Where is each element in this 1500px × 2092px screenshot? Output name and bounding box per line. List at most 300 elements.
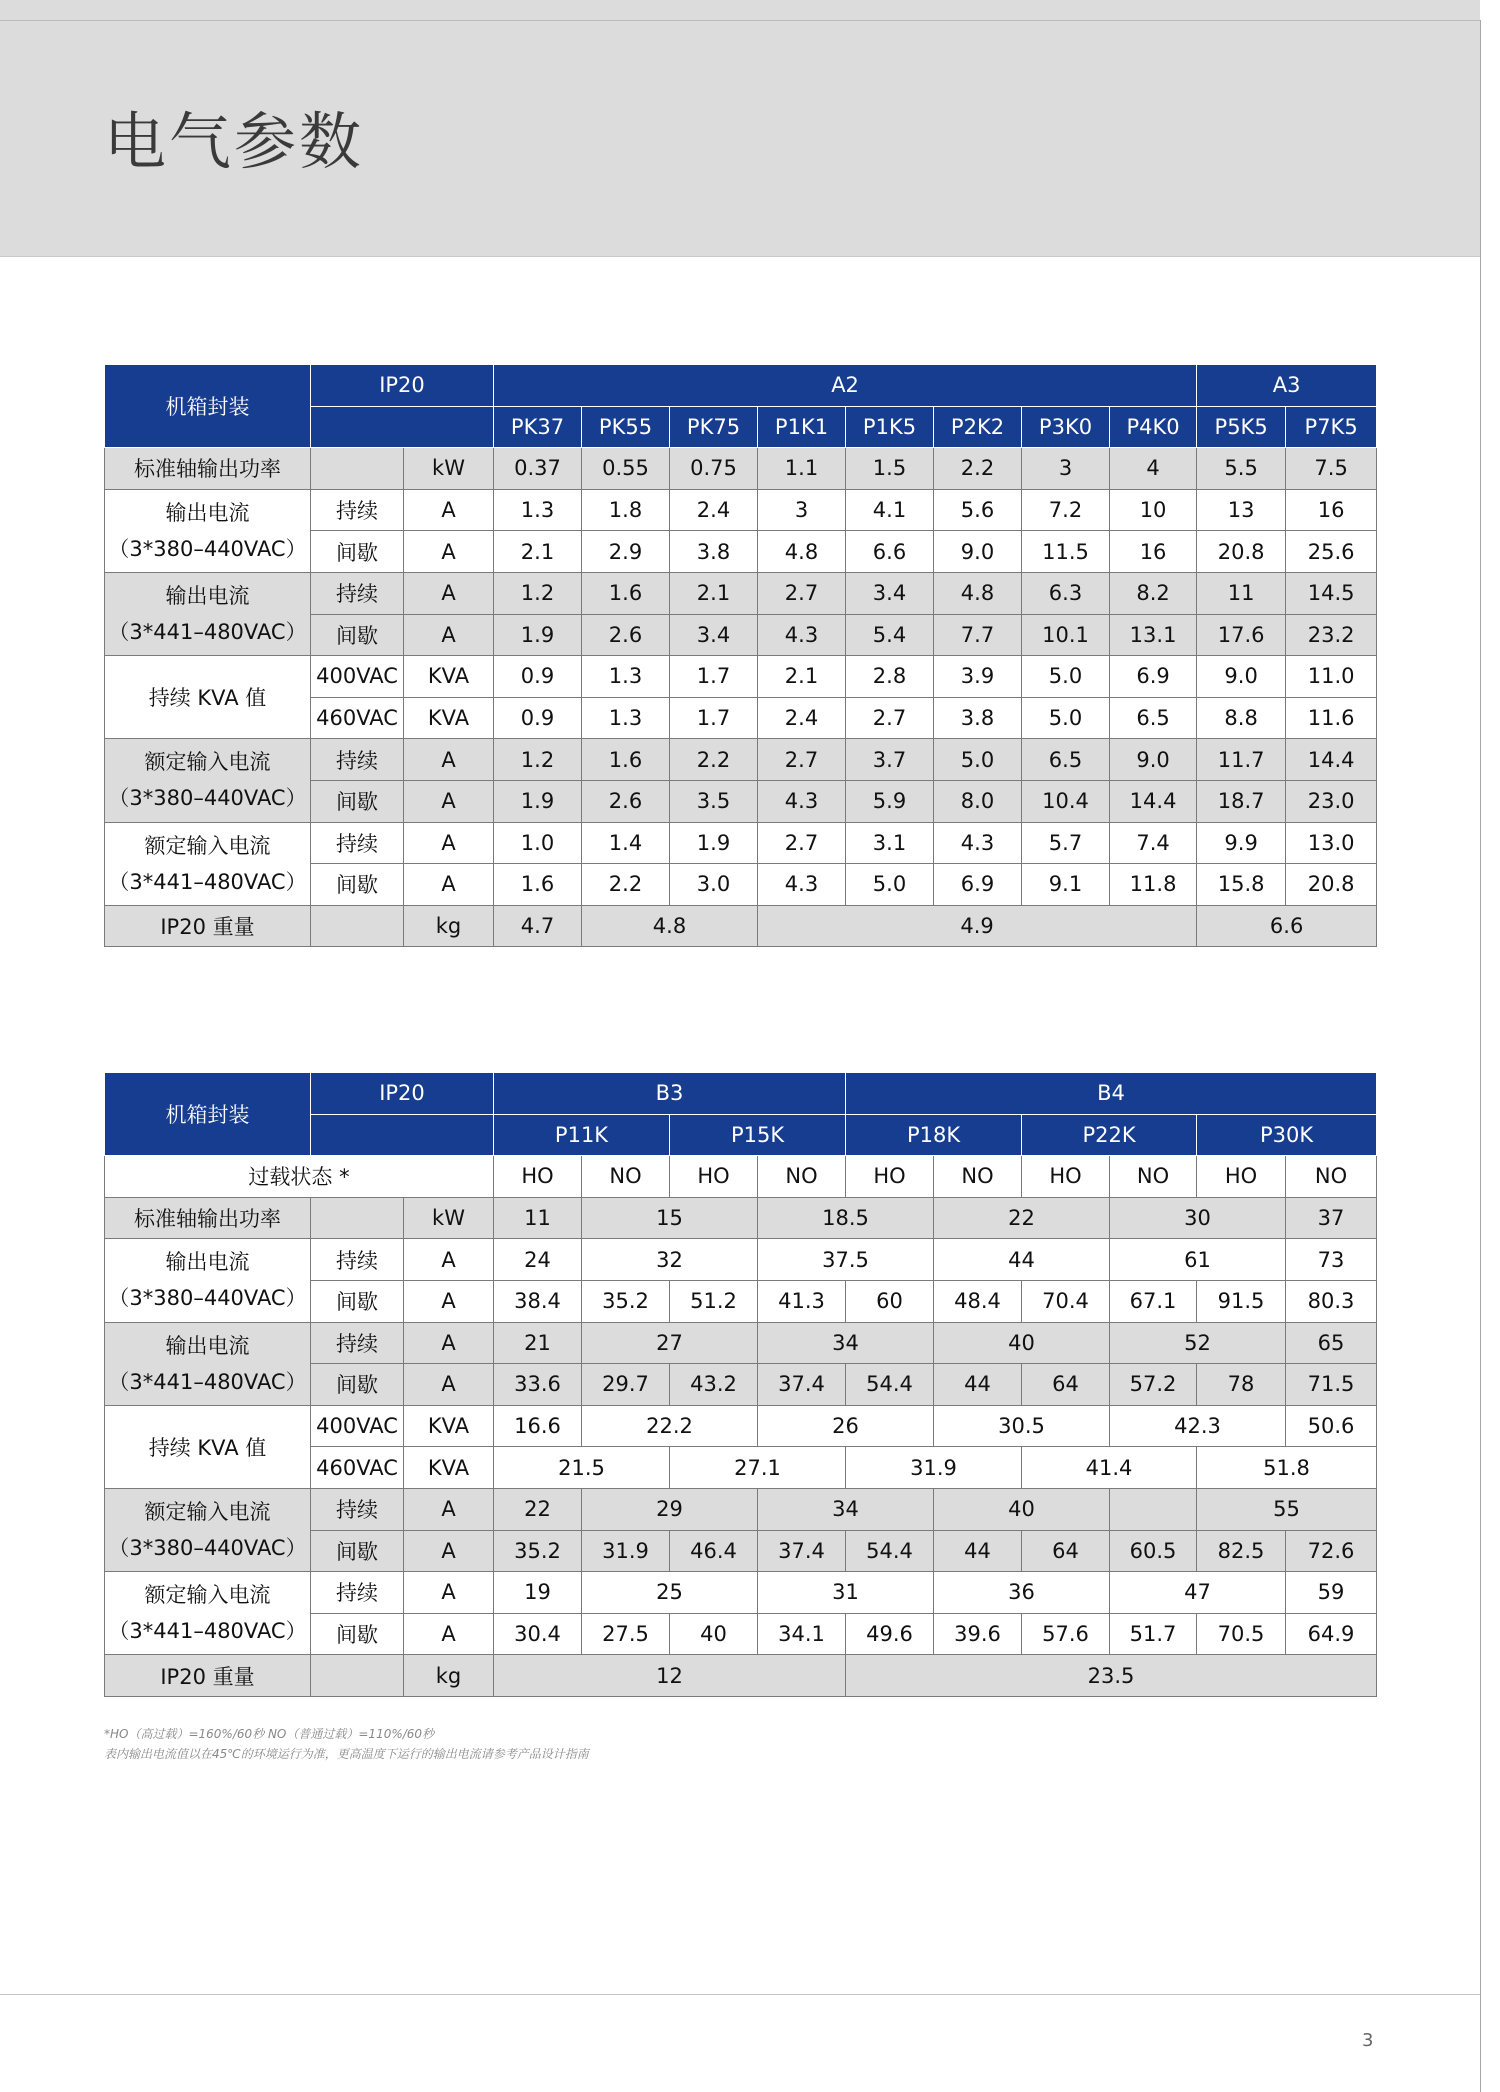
value-cell: 31 <box>758 1572 934 1614</box>
value-cell: 1.2 <box>494 739 582 781</box>
value-cell: 5.0 <box>934 739 1022 781</box>
row-label-voltage: （3*441–480VAC） <box>108 869 307 894</box>
value-cell: 16 <box>1110 531 1197 573</box>
value-cell: 9.0 <box>934 531 1022 573</box>
unit-cell: KVA <box>404 1447 494 1489</box>
value-cell: 9.0 <box>1197 656 1286 698</box>
value-cell: 3.9 <box>934 656 1022 698</box>
value-cell: 10.4 <box>1022 780 1110 822</box>
value-cell: 37.5 <box>758 1239 934 1281</box>
row-label-text: 额定输入电流 <box>144 750 271 775</box>
value-cell: 35.2 <box>494 1530 582 1572</box>
unit-cell: KVA <box>404 656 494 698</box>
value-cell: 0.55 <box>582 448 670 490</box>
value-cell: 4.8 <box>758 531 846 573</box>
value-cell: 27.1 <box>670 1447 846 1489</box>
ip-header: IP20 <box>311 1073 494 1115</box>
value-cell: 7.5 <box>1286 448 1377 490</box>
unit-cell: A <box>404 822 494 864</box>
value-cell: 60 <box>846 1280 934 1322</box>
value-cell: 8.8 <box>1197 697 1286 739</box>
value-cell: HO <box>1197 1156 1286 1198</box>
value-cell: 36 <box>934 1572 1110 1614</box>
value-cell: 52 <box>1110 1322 1286 1364</box>
table-row-out441-cont <box>105 572 1377 614</box>
value-cell: 1.3 <box>582 697 670 739</box>
value-cell: 82.5 <box>1197 1530 1286 1572</box>
value-cell: 2.7 <box>758 572 846 614</box>
value-cell: 2.9 <box>582 531 670 573</box>
value-cell: 49.6 <box>846 1613 934 1655</box>
value-cell: 34 <box>758 1322 934 1364</box>
row-sublabel-blank <box>311 905 404 947</box>
sub-label: 间歇 <box>311 780 404 822</box>
value-cell: 9.0 <box>1110 739 1197 781</box>
value-cell: 40 <box>934 1322 1110 1364</box>
sub-label: 间歇 <box>311 1364 404 1406</box>
row-label-text: 输出电流 <box>165 500 250 525</box>
value-cell: 18.7 <box>1197 780 1286 822</box>
value-cell: 3.8 <box>670 531 758 573</box>
row-label-voltage: （3*441–480VAC） <box>108 1369 307 1394</box>
value-cell: 41.4 <box>1022 1447 1197 1489</box>
value-cell: 40 <box>934 1488 1110 1530</box>
value-cell: 11.5 <box>1022 531 1110 573</box>
value-cell: 51.7 <box>1110 1613 1197 1655</box>
value-cell: 1.7 <box>670 697 758 739</box>
unit-cell: A <box>404 531 494 573</box>
value-cell: 48.4 <box>934 1280 1022 1322</box>
value-cell: 1.6 <box>494 864 582 906</box>
value-cell: 64 <box>1022 1364 1110 1406</box>
value-cell: 20.8 <box>1197 531 1286 573</box>
value-cell: 4.8 <box>934 572 1022 614</box>
row-label-text: 额定输入电流 <box>144 1500 271 1525</box>
row-label: 标准轴输出功率 <box>105 1197 311 1239</box>
value-cell: 19 <box>494 1572 582 1614</box>
value-cell: 1.0 <box>494 822 582 864</box>
row-label-voltage: （3*441–480VAC） <box>108 1619 307 1644</box>
value-cell: 65 <box>1286 1322 1377 1364</box>
row-sublabel-blank <box>311 448 404 490</box>
table-row-overload <box>105 1156 1377 1198</box>
table-row-out380-cont <box>105 489 1377 531</box>
value-cell: 15 <box>582 1197 758 1239</box>
model-header: P1K5 <box>846 406 934 448</box>
table-row-out441-cont <box>105 1322 1377 1364</box>
value-cell: NO <box>758 1156 846 1198</box>
value-cell: 64 <box>1022 1530 1110 1572</box>
value-cell: 30 <box>1110 1197 1286 1239</box>
value-cell: 2.7 <box>846 697 934 739</box>
value-cell: 22 <box>494 1488 582 1530</box>
table-row-weight <box>105 905 1377 947</box>
value-cell: 1.6 <box>582 572 670 614</box>
unit-cell: KVA <box>404 1405 494 1447</box>
value-cell: 78 <box>1197 1364 1286 1406</box>
value-cell: 54.4 <box>846 1364 934 1406</box>
row-label-voltage: （3*380–440VAC） <box>108 1286 307 1311</box>
value-cell: 80.3 <box>1286 1280 1377 1322</box>
value-cell: 37 <box>1286 1197 1377 1239</box>
value-cell: 25.6 <box>1286 531 1377 573</box>
value-cell: 10.1 <box>1022 614 1110 656</box>
right-rule <box>1480 20 1481 2092</box>
value-cell: 3 <box>758 489 846 531</box>
unit-cell: A <box>404 572 494 614</box>
group-a3-header: A3 <box>1197 365 1377 407</box>
sub-label: 间歇 <box>311 531 404 573</box>
value-cell: 9.1 <box>1022 864 1110 906</box>
value-cell: 67.1 <box>1110 1280 1197 1322</box>
value-cell: 24 <box>494 1239 582 1281</box>
value-cell-blank <box>1110 1488 1197 1530</box>
unit-cell: kW <box>404 1197 494 1239</box>
value-cell: 44 <box>934 1530 1022 1572</box>
model-header: PK75 <box>670 406 758 448</box>
value-cell: 30.5 <box>934 1405 1110 1447</box>
value-cell: 21.5 <box>494 1447 670 1489</box>
unit-cell: A <box>404 1488 494 1530</box>
value-cell: HO <box>494 1156 582 1198</box>
value-cell: NO <box>934 1156 1022 1198</box>
table-row-power <box>105 1197 1377 1239</box>
value-cell: 31.9 <box>582 1530 670 1572</box>
value-cell: 17.6 <box>1197 614 1286 656</box>
value-cell: 8.2 <box>1110 572 1197 614</box>
model-header: P11K <box>494 1114 670 1156</box>
model-header: PK55 <box>582 406 670 448</box>
top-rule <box>0 20 1480 21</box>
footnote-overload: *HO（高过载）=160%/60秒 NO（普通过载）=110%/60秒 <box>104 1727 435 1741</box>
model-header: P1K1 <box>758 406 846 448</box>
group-b4-header: B4 <box>846 1073 1377 1115</box>
value-cell: 37.4 <box>758 1530 846 1572</box>
value-cell: HO <box>846 1156 934 1198</box>
value-cell: HO <box>670 1156 758 1198</box>
value-cell: 50.6 <box>1286 1405 1377 1447</box>
sub-label: 持续 <box>311 1488 404 1530</box>
group-b3-header: B3 <box>494 1073 846 1115</box>
value-cell: 2.7 <box>758 739 846 781</box>
row-label-in380 <box>105 739 311 822</box>
value-cell: 13.1 <box>1110 614 1197 656</box>
value-cell: NO <box>1286 1156 1377 1198</box>
value-cell: 4.9 <box>758 905 1197 947</box>
value-cell: 6.6 <box>846 531 934 573</box>
value-cell: 32 <box>582 1239 758 1281</box>
row-label-voltage: （3*380–440VAC） <box>108 536 307 561</box>
value-cell: 29 <box>582 1488 758 1530</box>
value-cell: 61 <box>1110 1239 1286 1281</box>
unit-cell: A <box>404 614 494 656</box>
value-cell: 27.5 <box>582 1613 670 1655</box>
value-cell: 1.3 <box>582 656 670 698</box>
value-cell: 26 <box>758 1405 934 1447</box>
value-cell: 31.9 <box>846 1447 1022 1489</box>
unit-cell: kg <box>404 905 494 947</box>
value-cell: 4.3 <box>934 822 1022 864</box>
model-header: P5K5 <box>1197 406 1286 448</box>
value-cell: 6.9 <box>1110 656 1197 698</box>
sub-label: 间歇 <box>311 864 404 906</box>
row-label-voltage: （3*441–480VAC） <box>108 620 307 645</box>
sub-label: 460VAC <box>311 697 404 739</box>
value-cell: 1.2 <box>494 572 582 614</box>
value-cell: 39.6 <box>934 1613 1022 1655</box>
value-cell: 5.4 <box>846 614 934 656</box>
unit-cell: A <box>404 864 494 906</box>
sub-label: 持续 <box>311 572 404 614</box>
value-cell: 11.0 <box>1286 656 1377 698</box>
value-cell: 2.6 <box>582 614 670 656</box>
value-cell: 11 <box>494 1197 582 1239</box>
sub-label: 持续 <box>311 1239 404 1281</box>
value-cell: NO <box>582 1156 670 1198</box>
value-cell: 3.5 <box>670 780 758 822</box>
value-cell: 4.3 <box>758 864 846 906</box>
value-cell: 30.4 <box>494 1613 582 1655</box>
value-cell: 71.5 <box>1286 1364 1377 1406</box>
row-label: 持续 KVA 值 <box>105 1405 311 1488</box>
row-label-in380 <box>105 1488 311 1571</box>
value-cell: 1.8 <box>582 489 670 531</box>
value-cell: 6.6 <box>1197 905 1377 947</box>
value-cell: 13.0 <box>1286 822 1377 864</box>
value-cell: 91.5 <box>1197 1280 1286 1322</box>
value-cell: 9.9 <box>1197 822 1286 864</box>
value-cell: 2.2 <box>670 739 758 781</box>
value-cell: 21 <box>494 1322 582 1364</box>
value-cell: 6.3 <box>1022 572 1110 614</box>
model-header: P22K <box>1022 1114 1197 1156</box>
table-row-in380-cont <box>105 1488 1377 1530</box>
value-cell: 57.6 <box>1022 1613 1110 1655</box>
value-cell: 1.9 <box>494 780 582 822</box>
sub-label: 持续 <box>311 1322 404 1364</box>
row-label-text: 额定输入电流 <box>144 833 271 858</box>
bottom-rule <box>0 1994 1480 1995</box>
value-cell: 5.7 <box>1022 822 1110 864</box>
model-header: P4K0 <box>1110 406 1197 448</box>
value-cell: 22.2 <box>582 1405 758 1447</box>
value-cell: 57.2 <box>1110 1364 1197 1406</box>
value-cell: 4 <box>1110 448 1197 490</box>
value-cell: 5.9 <box>846 780 934 822</box>
value-cell: 5.0 <box>1022 697 1110 739</box>
unit-cell: A <box>404 489 494 531</box>
value-cell: 72.6 <box>1286 1530 1377 1572</box>
value-cell: 2.4 <box>670 489 758 531</box>
value-cell: 0.9 <box>494 656 582 698</box>
table-row-in441-cont <box>105 1572 1377 1614</box>
value-cell: 1.9 <box>670 822 758 864</box>
value-cell: 7.4 <box>1110 822 1197 864</box>
value-cell: 27 <box>582 1322 758 1364</box>
value-cell: 2.7 <box>758 822 846 864</box>
value-cell: 73 <box>1286 1239 1377 1281</box>
value-cell: 12 <box>494 1655 846 1697</box>
ip-header-blank <box>311 406 494 448</box>
value-cell: 2.1 <box>494 531 582 573</box>
value-cell: 3.4 <box>670 614 758 656</box>
row-label: 过载状态 * <box>105 1156 494 1198</box>
value-cell: 37.4 <box>758 1364 846 1406</box>
value-cell: 0.75 <box>670 448 758 490</box>
value-cell: 1.4 <box>582 822 670 864</box>
value-cell: 2.8 <box>846 656 934 698</box>
table-row-in441-cont <box>105 822 1377 864</box>
value-cell: 10 <box>1110 489 1197 531</box>
value-cell: 15.8 <box>1197 864 1286 906</box>
enclosure-header: 机箱封装 <box>105 1073 311 1156</box>
footnote-temperature: 表内输出电流值以在45℃的环境运行为准，更高温度下运行的输出电流请参考产品设计指南 <box>104 1747 589 1761</box>
page-number: 3 <box>1362 2030 1374 2051</box>
value-cell: 1.1 <box>758 448 846 490</box>
value-cell: 22 <box>934 1197 1110 1239</box>
value-cell: 59 <box>1286 1572 1377 1614</box>
value-cell: 47 <box>1110 1572 1286 1614</box>
value-cell: 14.4 <box>1286 739 1377 781</box>
row-label: IP20 重量 <box>105 1655 311 1697</box>
value-cell: 11.8 <box>1110 864 1197 906</box>
value-cell: 55 <box>1197 1488 1377 1530</box>
ip-header-blank <box>311 1114 494 1156</box>
sub-label: 460VAC <box>311 1447 404 1489</box>
value-cell: 5.0 <box>846 864 934 906</box>
value-cell: 4.8 <box>582 905 758 947</box>
row-sublabel-blank <box>311 1655 404 1697</box>
value-cell: 6.9 <box>934 864 1022 906</box>
value-cell: HO <box>1022 1156 1110 1198</box>
value-cell: 7.2 <box>1022 489 1110 531</box>
sub-label: 间歇 <box>311 1280 404 1322</box>
value-cell: 11 <box>1197 572 1286 614</box>
sub-label: 持续 <box>311 1572 404 1614</box>
value-cell: 14.4 <box>1110 780 1197 822</box>
value-cell: NO <box>1110 1156 1197 1198</box>
value-cell: 16 <box>1286 489 1377 531</box>
value-cell: 11.6 <box>1286 697 1377 739</box>
unit-cell: A <box>404 1572 494 1614</box>
row-label-out441 <box>105 1322 311 1405</box>
model-header: P2K2 <box>934 406 1022 448</box>
table-row-out380-cont <box>105 1239 1377 1281</box>
model-header: P18K <box>846 1114 1022 1156</box>
value-cell: 18.5 <box>758 1197 934 1239</box>
unit-cell: A <box>404 1239 494 1281</box>
value-cell: 3.1 <box>846 822 934 864</box>
model-header: P15K <box>670 1114 846 1156</box>
sub-label: 持续 <box>311 739 404 781</box>
value-cell: 29.7 <box>582 1364 670 1406</box>
value-cell: 51.8 <box>1197 1447 1377 1489</box>
value-cell: 34.1 <box>758 1613 846 1655</box>
model-header: PK37 <box>494 406 582 448</box>
value-cell: 38.4 <box>494 1280 582 1322</box>
footnotes <box>104 1724 589 1764</box>
unit-cell: A <box>404 1613 494 1655</box>
value-cell: 13 <box>1197 489 1286 531</box>
value-cell: 11.7 <box>1197 739 1286 781</box>
row-label: IP20 重量 <box>105 905 311 947</box>
value-cell: 44 <box>934 1364 1022 1406</box>
value-cell: 44 <box>934 1239 1110 1281</box>
row-label-text: 输出电流 <box>165 1250 250 1275</box>
row-label-out380 <box>105 1239 311 1322</box>
value-cell: 23.2 <box>1286 614 1377 656</box>
value-cell: 4.3 <box>758 780 846 822</box>
row-label-text: 额定输入电流 <box>144 1583 271 1608</box>
value-cell: 42.3 <box>1110 1405 1286 1447</box>
group-a2-header: A2 <box>494 365 1197 407</box>
value-cell: 20.8 <box>1286 864 1377 906</box>
value-cell: 6.5 <box>1022 739 1110 781</box>
value-cell: 0.37 <box>494 448 582 490</box>
value-cell: 23.5 <box>846 1655 1377 1697</box>
spec-table-b3-b4 <box>104 1072 1377 1697</box>
value-cell: 3.0 <box>670 864 758 906</box>
value-cell: 2.1 <box>758 656 846 698</box>
value-cell: 1.5 <box>846 448 934 490</box>
value-cell: 0.9 <box>494 697 582 739</box>
row-label: 标准轴输出功率 <box>105 448 311 490</box>
page-title: 电气参数 <box>104 105 365 178</box>
value-cell: 6.5 <box>1110 697 1197 739</box>
model-header: P7K5 <box>1286 406 1377 448</box>
row-label-voltage: （3*380–440VAC） <box>108 786 307 811</box>
sub-label: 持续 <box>311 822 404 864</box>
value-cell: 35.2 <box>582 1280 670 1322</box>
value-cell: 70.5 <box>1197 1613 1286 1655</box>
value-cell: 8.0 <box>934 780 1022 822</box>
value-cell: 2.4 <box>758 697 846 739</box>
unit-cell: A <box>404 1322 494 1364</box>
model-header: P3K0 <box>1022 406 1110 448</box>
value-cell: 5.6 <box>934 489 1022 531</box>
spec-table-a2-a3 <box>104 364 1377 947</box>
value-cell: 5.5 <box>1197 448 1286 490</box>
unit-cell: A <box>404 1530 494 1572</box>
row-label-text: 输出电流 <box>165 1333 250 1358</box>
value-cell: 5.0 <box>1022 656 1110 698</box>
value-cell: 54.4 <box>846 1530 934 1572</box>
value-cell: 2.6 <box>582 780 670 822</box>
row-label-text: 输出电流 <box>165 584 250 609</box>
value-cell: 16.6 <box>494 1405 582 1447</box>
model-header: P30K <box>1197 1114 1377 1156</box>
table-row-power <box>105 448 1377 490</box>
value-cell: 46.4 <box>670 1530 758 1572</box>
table-row-weight <box>105 1655 1377 1697</box>
sub-label: 400VAC <box>311 656 404 698</box>
value-cell: 3.8 <box>934 697 1022 739</box>
value-cell: 2.2 <box>934 448 1022 490</box>
unit-cell: A <box>404 1364 494 1406</box>
sub-label: 400VAC <box>311 1405 404 1447</box>
sub-label: 间歇 <box>311 1530 404 1572</box>
unit-cell: A <box>404 780 494 822</box>
table-row-kva-400 <box>105 656 1377 698</box>
table-row-in380-cont <box>105 739 1377 781</box>
row-label-out441 <box>105 572 311 655</box>
enclosure-header: 机箱封装 <box>105 365 311 448</box>
value-cell: 14.5 <box>1286 572 1377 614</box>
row-label-in441 <box>105 822 311 905</box>
sub-label: 间歇 <box>311 614 404 656</box>
unit-cell: kW <box>404 448 494 490</box>
value-cell: 41.3 <box>758 1280 846 1322</box>
